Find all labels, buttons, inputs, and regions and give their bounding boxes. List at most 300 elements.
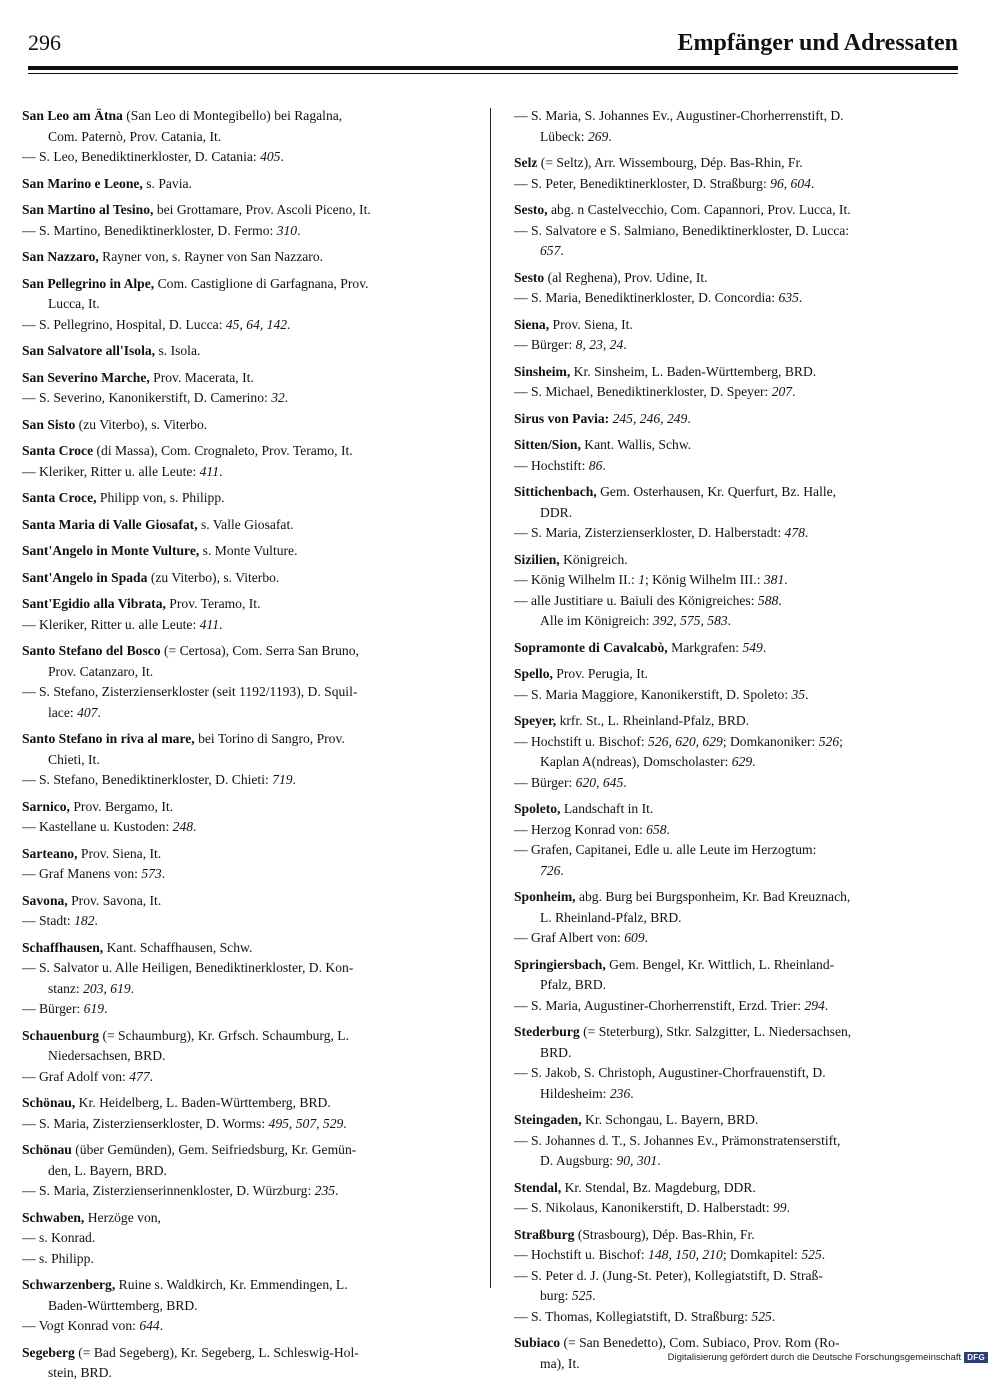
entry-text: — S. Peter, Benediktinerkloster, D. Straßburg: xyxy=(514,175,771,191)
entry-text: . xyxy=(560,862,564,878)
index-entry xyxy=(22,1208,464,1270)
entry-text: . xyxy=(608,128,612,144)
entry-text: (Strasbourg), Dép. Bas-Rhin, Fr. xyxy=(574,1226,755,1242)
index-entry xyxy=(514,106,956,147)
entry-line xyxy=(514,174,956,195)
entry-line xyxy=(514,153,956,174)
index-entry xyxy=(514,955,956,1017)
entry-text: — S. Salvator u. Alle Heiligen, Benediktinerkloster, D. Kon- xyxy=(22,960,354,975)
entry-text: krfr. St., L. Rheinland-Pfalz, BRD. xyxy=(556,713,750,728)
entry-text: — Hochstift u. Bischof: xyxy=(514,1247,649,1262)
index-entry xyxy=(514,409,956,430)
entry-headword: San Martino al Tesino, xyxy=(22,202,154,217)
index-entry xyxy=(22,488,464,509)
footer-credit xyxy=(668,1352,988,1363)
entry-line xyxy=(22,911,464,932)
entry-line xyxy=(514,335,956,356)
entry-text: ma), It. xyxy=(540,1355,580,1371)
entry-headword: Spoleto, xyxy=(514,801,561,816)
entry-line xyxy=(22,1046,464,1067)
entry-line xyxy=(514,1178,956,1199)
entry-line xyxy=(514,711,956,732)
entry-headword: Schauenburg xyxy=(22,1027,100,1043)
entry-text: Kant. Wallis, Schw. xyxy=(580,437,692,452)
document-reference: 245, 246, 249 xyxy=(612,410,688,426)
entry-text: — S. Maria, Augustiner-Chorherrenstift, Erzd. Trier: xyxy=(514,997,805,1013)
entry-line xyxy=(22,891,464,912)
entry-line xyxy=(22,462,464,483)
entry-text: . xyxy=(343,1115,347,1131)
entry-text: den, L. Bayern, BRD. xyxy=(48,1162,167,1178)
entry-line xyxy=(22,1093,464,1114)
entry-headword: Steingaden, xyxy=(514,1112,582,1127)
entry-text: . xyxy=(560,243,564,258)
index-entry xyxy=(514,200,956,262)
entry-line xyxy=(514,638,956,659)
entry-text: . xyxy=(762,639,767,655)
entry-text: — Graf Albert von: xyxy=(514,930,625,945)
entry-headword: Schönau, xyxy=(22,1095,76,1110)
entry-line xyxy=(514,362,956,383)
entry-text: Alle im Königreich: xyxy=(540,613,653,628)
entry-line xyxy=(22,979,464,1000)
entry-text: . xyxy=(771,1308,776,1324)
entry-headword: Sarteano, xyxy=(22,845,78,861)
entry-text: Kr. Stendal, Bz. Magdeburg, DDR. xyxy=(561,1179,756,1195)
document-reference: 99 xyxy=(773,1200,787,1215)
entry-line xyxy=(22,817,464,838)
entry-headword: Straßburg xyxy=(514,1226,575,1242)
entry-line xyxy=(22,368,464,389)
entry-text: — S. Johannes d. T., S. Johannes Ev., Prämonstratenserstift, xyxy=(514,1132,841,1148)
entry-line xyxy=(22,274,464,295)
entry-line xyxy=(22,770,464,791)
entry-line xyxy=(514,1333,956,1354)
entry-headword: Sant'Egidio alla Vibrata, xyxy=(22,596,166,611)
entry-line xyxy=(514,955,956,976)
entry-text: abg. Burg bei Burgsponheim, Kr. Bad Kreuznach, xyxy=(575,889,851,904)
entry-line xyxy=(22,1228,464,1249)
entry-line xyxy=(514,315,956,336)
entry-text: Herzöge von, xyxy=(84,1209,161,1225)
entry-line xyxy=(22,1161,464,1182)
entry-line xyxy=(514,1131,956,1152)
index-entry xyxy=(22,515,464,536)
entry-line xyxy=(514,1084,956,1105)
entry-text: . xyxy=(104,1001,108,1016)
index-entry xyxy=(514,887,956,949)
entry-text: Kr. Sinsheim, L. Baden-Württemberg, BRD. xyxy=(570,363,817,379)
index-entry xyxy=(514,153,956,194)
index-entry xyxy=(514,435,956,476)
document-reference: 294 xyxy=(804,997,825,1013)
entry-line xyxy=(514,840,956,861)
entry-text: — Kleriker, Ritter u. alle Leute: xyxy=(22,616,200,632)
entry-line xyxy=(22,1208,464,1229)
entry-text: . xyxy=(784,572,788,587)
entry-line xyxy=(514,773,956,794)
document-reference: 182 xyxy=(74,913,95,928)
page-title: Empfänger und Adressaten xyxy=(677,30,958,56)
entry-text: stanz: xyxy=(48,980,84,996)
entry-text: . xyxy=(804,525,809,540)
document-reference: 526, 620, 629 xyxy=(648,733,723,749)
index-entry xyxy=(22,368,464,409)
document-reference: 407 xyxy=(77,704,98,720)
entry-line xyxy=(22,415,464,436)
document-reference: 148, 150, 210 xyxy=(648,1247,723,1262)
entry-text: Landschaft in It. xyxy=(560,801,654,816)
entry-line xyxy=(22,294,464,315)
document-reference: 86 xyxy=(588,457,603,473)
index-entry xyxy=(514,482,956,544)
entry-headword: San Pellegrino in Alpe, xyxy=(22,275,155,291)
entry-text: — Graf Adolf von: xyxy=(22,1068,130,1084)
index-entry xyxy=(22,441,464,482)
entry-text: . xyxy=(727,613,732,628)
index-entry xyxy=(22,729,464,791)
entry-line xyxy=(514,611,956,632)
index-entry xyxy=(22,341,464,362)
entry-line xyxy=(22,1296,464,1317)
index-entry xyxy=(514,799,956,881)
entry-text: . xyxy=(657,1153,661,1168)
index-entry xyxy=(22,1343,464,1384)
dfg-logo: DFG xyxy=(964,1352,988,1363)
index-entry xyxy=(22,1140,464,1202)
entry-line xyxy=(514,268,956,289)
entry-text: — Bürger: xyxy=(514,337,576,352)
entry-line xyxy=(514,221,956,242)
entry-line xyxy=(514,887,956,908)
entry-line xyxy=(514,1266,956,1287)
entry-line xyxy=(22,750,464,771)
entry-line xyxy=(22,1181,464,1202)
index-entry xyxy=(514,1178,956,1219)
index-entry xyxy=(22,594,464,635)
entry-text: Lucca, It. xyxy=(48,296,100,311)
entry-line xyxy=(514,106,956,127)
entry-headword: Santo Stefano in riva al mare, xyxy=(22,731,195,746)
entry-line xyxy=(514,1286,956,1307)
entry-headword: Stederburg xyxy=(514,1024,580,1039)
document-reference: 381 xyxy=(763,572,785,587)
entry-line xyxy=(514,1110,956,1131)
index-entry xyxy=(514,362,956,403)
entry-text: Markgrafen: xyxy=(667,639,743,655)
entry-text: — S. Maria, Benediktinerkloster, D. Concordia: xyxy=(514,290,779,305)
entry-headword: Selz xyxy=(514,155,538,170)
document-reference: 207 xyxy=(771,384,793,399)
document-reference: 619 xyxy=(83,1001,105,1016)
entry-text: Baden-Württemberg, BRD. xyxy=(48,1297,198,1313)
entry-line xyxy=(22,1067,464,1088)
entry-text: — Kastellane u. Kustoden: xyxy=(22,819,173,834)
entry-line xyxy=(514,752,956,773)
document-reference: 236 xyxy=(609,1085,631,1101)
entry-text: (= Schaumburg), Kr. Grfsch. Schaumburg, L. xyxy=(99,1027,349,1043)
entry-text: — S. Maria Maggiore, Kanonikerstift, D. Spoleto: xyxy=(514,686,792,702)
document-reference: 405 xyxy=(260,149,281,164)
entry-line xyxy=(514,200,956,221)
entry-line xyxy=(514,1022,956,1043)
entry-text: Prov. Macerata, It. xyxy=(149,369,254,385)
document-reference: 644 xyxy=(139,1318,160,1333)
entry-line xyxy=(22,1316,464,1337)
entry-text: — S. Maria, S. Johannes Ev., Augustiner-Chorherrenstift, D. xyxy=(514,108,844,123)
entry-text: (= Bad Segeberg), Kr. Segeberg, L. Schleswig-Hol- xyxy=(74,1344,359,1360)
document-reference: 573 xyxy=(141,866,162,881)
entry-line xyxy=(22,938,464,959)
right-column xyxy=(514,106,956,1380)
entry-headword: San Salvatore all'Isola, xyxy=(22,343,156,358)
index-entry xyxy=(22,844,464,885)
entry-line xyxy=(22,541,464,562)
entry-line xyxy=(514,482,956,503)
entry-headword: Speyer, xyxy=(514,713,557,728)
index-entry xyxy=(22,247,464,268)
left-column xyxy=(22,106,464,1390)
index-entry xyxy=(22,1275,464,1337)
entry-text: Com. Paternò, Prov. Catania, It. xyxy=(48,128,222,144)
entry-text: — Kleriker, Ritter u. alle Leute: xyxy=(22,463,200,479)
entry-line xyxy=(514,241,956,262)
entry-text: abg. n Castelvecchio, Com. Capannori, Prov. Lucca, It. xyxy=(547,202,851,217)
document-reference: 1 xyxy=(638,572,645,587)
document-reference: 411 xyxy=(199,616,220,632)
entry-line xyxy=(22,703,464,724)
entry-headword: Sopramonte di Cavalcabò, xyxy=(514,639,668,655)
entry-text: . xyxy=(810,175,815,191)
entry-text: — S. Maria, Zisterzienserinnenkloster, D. Würzburg: xyxy=(22,1183,315,1198)
index-entry xyxy=(22,938,464,1020)
entry-text: (= Steterburg), Stkr. Salzgitter, L. Niedersachsen, xyxy=(579,1024,852,1039)
document-reference: 726 xyxy=(540,862,561,878)
entry-line xyxy=(514,1307,956,1328)
entry-line xyxy=(22,1343,464,1364)
entry-headword: Schönau xyxy=(22,1142,72,1157)
index-entry xyxy=(22,641,464,723)
entry-text: — Grafen, Capitanei, Edle u. alle Leute im Herzogtum: xyxy=(514,842,817,857)
entry-text: — Hochstift: xyxy=(514,457,589,473)
index-entry xyxy=(514,711,956,793)
entry-text: Gem. Bengel, Kr. Wittlich, L. Rheinland- xyxy=(605,956,835,972)
entry-headword: Schwarzenberg, xyxy=(22,1277,116,1292)
entry-line xyxy=(22,174,464,195)
entry-line xyxy=(514,975,956,996)
document-reference: 620, 645 xyxy=(575,774,624,790)
entry-text: Ruine s. Waldkirch, Kr. Emmendingen, L. xyxy=(115,1277,348,1292)
column-divider xyxy=(490,108,491,1288)
entry-headword: Sesto xyxy=(514,269,545,285)
entry-headword: Santa Croce xyxy=(22,443,94,458)
entry-text: . xyxy=(284,390,289,405)
entry-text: Chieti, It. xyxy=(48,751,100,767)
entry-text: — S. Stefano, Zisterzienserkloster (seit 1192/1193), D. Squil- xyxy=(22,684,358,699)
entry-line xyxy=(514,664,956,685)
entry-text: Hildesheim: xyxy=(540,1085,610,1101)
entry-line xyxy=(514,1225,956,1246)
page-number: 296 xyxy=(28,30,61,55)
entry-text: . xyxy=(94,913,98,928)
entry-line xyxy=(22,958,464,979)
entry-line xyxy=(22,844,464,865)
entry-headword: Schaffhausen, xyxy=(22,939,104,955)
entry-line xyxy=(514,861,956,882)
document-reference: 235 xyxy=(314,1183,336,1198)
entry-text: ; König Wilhelm III.: xyxy=(644,572,764,587)
index-entry xyxy=(22,797,464,838)
entry-line xyxy=(514,1151,956,1172)
entry-text: ; Domkapitel: xyxy=(722,1247,802,1262)
entry-text: Pfalz, BRD. xyxy=(540,977,607,992)
entry-text: — König Wilhelm II.: xyxy=(514,572,639,587)
index-entry xyxy=(22,1093,464,1134)
entry-text: D. Augsburg: xyxy=(540,1153,617,1168)
entry-line xyxy=(22,864,464,885)
entry-text: — alle Justitiare u. Baiuli des Königreiches: xyxy=(514,592,758,608)
index-entry xyxy=(514,638,956,659)
document-reference: 411 xyxy=(199,463,220,479)
entry-headword: San Severino Marche, xyxy=(22,369,150,385)
entry-text: . xyxy=(805,686,809,702)
index-entry xyxy=(22,415,464,436)
document-reference: 526 xyxy=(818,733,840,749)
entry-text: DDR. xyxy=(540,504,573,520)
entry-line xyxy=(22,1026,464,1047)
document-reference: 310 xyxy=(276,222,298,238)
entry-text: Prov. Siena, It. xyxy=(77,845,162,861)
entry-headword: Santo Stefano del Bosco xyxy=(22,643,161,658)
entry-text: Gem. Osterhausen, Kr. Querfurt, Bz. Halle, xyxy=(596,484,837,499)
entry-headword: Santa Maria di Valle Giosafat, xyxy=(22,516,198,532)
index-entry xyxy=(514,1225,956,1328)
entry-text: . xyxy=(161,866,166,881)
document-reference: 588 xyxy=(757,592,779,608)
entry-headword: Sirus von Pavia: xyxy=(514,410,613,426)
entry-text: (= Seltz), Arr. Wissembourg, Dép. Bas-Rhin, Fr. xyxy=(537,155,803,170)
entry-line xyxy=(22,315,464,336)
entry-text: Prov. Perugia, It. xyxy=(552,666,648,681)
entry-text: . xyxy=(149,1068,154,1084)
entry-text: — Hochstift u. Bischof: xyxy=(514,733,649,749)
document-reference: 657 xyxy=(540,243,561,258)
entry-line xyxy=(22,729,464,750)
entry-text: Prov. Bergamo, It. xyxy=(69,798,174,814)
entry-line xyxy=(22,106,464,127)
entry-text: Kr. Schongau, L. Bayern, BRD. xyxy=(581,1112,759,1127)
entry-text: Königreich. xyxy=(559,551,628,567)
entry-headword: Springiersbach, xyxy=(514,956,606,972)
entry-line xyxy=(22,515,464,536)
document-reference: 549 xyxy=(742,639,763,655)
entry-line xyxy=(514,1063,956,1084)
index-entry xyxy=(514,268,956,309)
index-entry xyxy=(514,1022,956,1104)
entry-text: — S. Michael, Benediktinerkloster, D. Speyer: xyxy=(514,384,772,399)
document-reference: 8, 23, 24 xyxy=(575,337,624,352)
entry-headword: Savona, xyxy=(22,892,68,908)
document-reference: 525 xyxy=(571,1288,593,1303)
entry-line xyxy=(22,641,464,662)
document-reference: 495, 507, 529 xyxy=(268,1115,344,1131)
entry-text: . xyxy=(193,819,197,834)
index-entry xyxy=(22,891,464,932)
entry-text: . xyxy=(798,290,803,305)
entry-line xyxy=(514,570,956,591)
entry-text: bei Grottamare, Prov. Ascoli Piceno, It. xyxy=(153,202,371,217)
entry-line xyxy=(22,1114,464,1135)
entry-text: . xyxy=(792,384,796,399)
entry-line xyxy=(22,488,464,509)
document-reference: 629 xyxy=(731,754,753,769)
entry-line xyxy=(22,1249,464,1270)
document-reference: 90, 301 xyxy=(616,1153,658,1168)
entry-text: . xyxy=(219,463,223,479)
entry-headword: Santa Croce, xyxy=(22,490,97,505)
index-entry xyxy=(22,541,464,562)
entry-line xyxy=(22,594,464,615)
entry-line xyxy=(514,288,956,309)
index-entry xyxy=(22,106,464,168)
entry-text: — S. Maria, Zisterzienserkloster, D. Halberstadt: xyxy=(514,525,785,540)
entry-line xyxy=(514,435,956,456)
document-reference: 45, 64, 142 xyxy=(225,316,288,332)
entry-headword: Sesto, xyxy=(514,202,548,217)
entry-headword: Schwaben, xyxy=(22,1209,85,1225)
entry-text: — Vogt Konrad von: xyxy=(22,1318,140,1333)
entry-line xyxy=(514,685,956,706)
entry-line xyxy=(514,409,956,430)
entry-headword: Stendal, xyxy=(514,1179,562,1195)
entry-text: Kant. Schaffhausen, Schw. xyxy=(103,939,253,955)
entry-text: ; xyxy=(839,733,843,749)
entry-headword: Sizilien, xyxy=(514,551,560,567)
entry-headword: Sarnico, xyxy=(22,798,70,814)
entry-headword: Sittichenbach, xyxy=(514,484,597,499)
entry-text: . xyxy=(287,316,291,332)
document-reference: 525 xyxy=(751,1308,772,1324)
entry-text: Kr. Heidelberg, L. Baden-Württemberg, BRD. xyxy=(75,1095,331,1110)
entry-text: — S. Peter d. J. (Jung-St. Peter), Kollegiatstift, D. Straß- xyxy=(514,1267,823,1283)
entry-text: . xyxy=(821,1247,826,1262)
index-entry xyxy=(22,174,464,195)
entry-headword: Sponheim, xyxy=(514,889,576,904)
entry-text: — S. Leo, Benediktinerkloster, D. Catania: xyxy=(22,149,261,164)
entry-text: s. Valle Giosafat. xyxy=(197,516,294,532)
entry-text: . xyxy=(335,1183,339,1198)
entry-text: s. Pavia. xyxy=(142,175,192,191)
entry-line xyxy=(514,550,956,571)
index-entry xyxy=(514,1110,956,1172)
document-reference: 477 xyxy=(129,1068,150,1084)
entry-text: — S. Salvatore e S. Salmiano, Benediktinerkloster, D. Lucca: xyxy=(514,222,850,238)
document-reference: 478 xyxy=(784,525,805,540)
entry-headword: Sant'Angelo in Monte Vulture, xyxy=(22,543,200,558)
entry-text: — S. Martino, Benediktinerkloster, D. Fermo: xyxy=(22,222,277,238)
document-reference: 719 xyxy=(272,772,293,787)
entry-text: . xyxy=(592,1288,596,1303)
document-reference: 392, 575, 583 xyxy=(652,613,728,628)
entry-line xyxy=(514,1245,956,1266)
entry-line xyxy=(514,382,956,403)
entry-text: Prov. Catanzaro, It. xyxy=(48,663,154,679)
entry-text: (di Massa), Com. Crognaleto, Prov. Teramo, It. xyxy=(93,443,353,458)
entry-line xyxy=(22,127,464,148)
entry-text: — S. Severino, Kanonikerstift, D. Camerino: xyxy=(22,390,272,405)
entry-line xyxy=(22,221,464,242)
entry-text: s. Isola. xyxy=(155,343,201,358)
